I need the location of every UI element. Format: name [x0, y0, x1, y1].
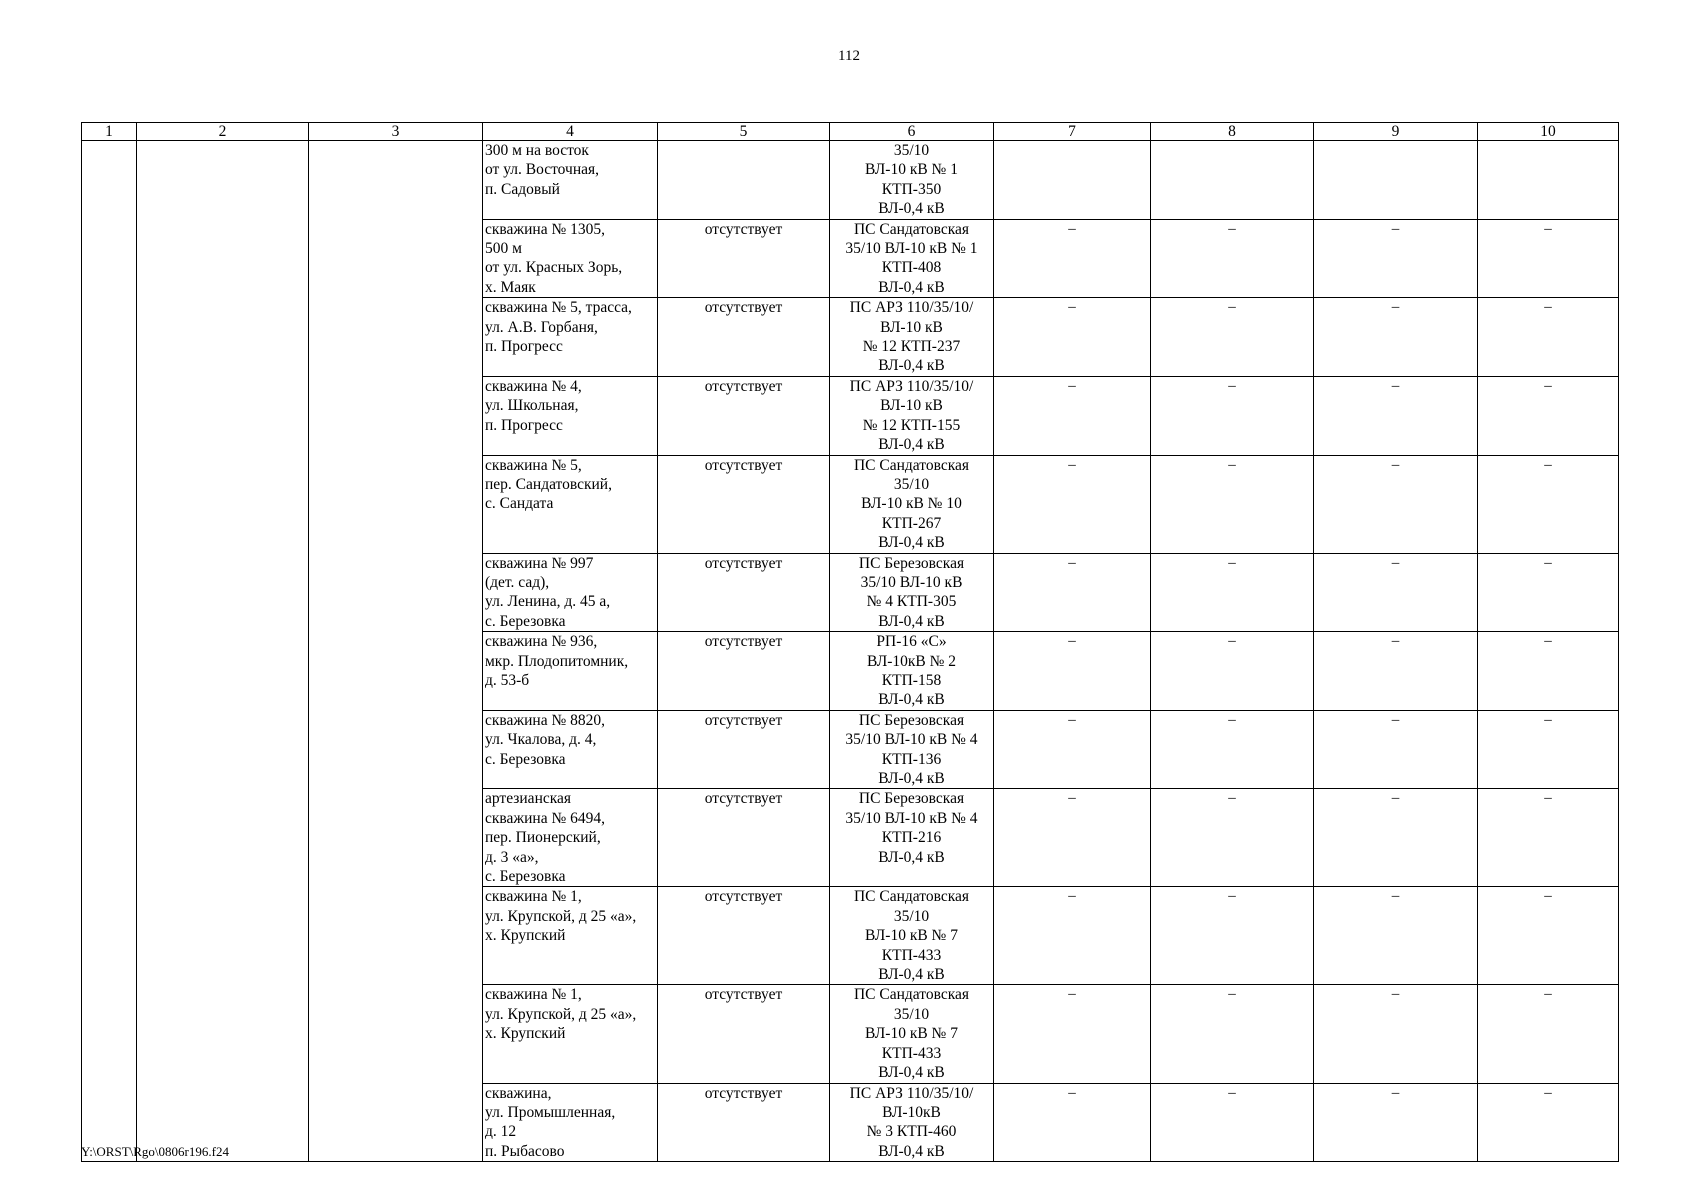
power-line: 35/10 ВЛ-10 кВ: [860, 573, 963, 591]
page-number: 112: [838, 48, 860, 64]
status-cell: отсутствует: [658, 632, 830, 711]
data-table: [81, 122, 1619, 1162]
address-line: ул. Чкалова, д. 4,: [485, 731, 597, 749]
address-line: скважина № 8820,: [485, 711, 605, 729]
dash-cell-col7: –: [994, 887, 1151, 985]
dash-cell-col10: –: [1478, 298, 1619, 377]
status-cell: отсутствует: [658, 985, 830, 1083]
power-line: КТП-136: [881, 750, 942, 768]
power-line: 35/10: [893, 475, 930, 493]
power-line: ВЛ-10кВ: [882, 1103, 941, 1121]
address-line: х. Крупский: [485, 927, 566, 945]
dash-cell-col9: –: [1314, 710, 1478, 789]
address-line: п. Прогресс: [485, 338, 563, 356]
address-line: скважина № 1305,: [485, 220, 605, 238]
footer-file-path: Y:\ORST\Rgo\0806r196.f24: [81, 1144, 229, 1159]
address-line: от ул. Красных Зорь,: [485, 259, 623, 277]
dash-cell-col10: –: [1478, 985, 1619, 1083]
dash-cell-col8: –: [1151, 376, 1314, 455]
address-line: скважина № 997: [485, 554, 594, 572]
address-cell: [483, 553, 658, 632]
address-line: х. Крупский: [485, 1025, 566, 1043]
address-line: (дет. сад),: [485, 573, 550, 591]
address-cell: [483, 789, 658, 887]
status-cell: [658, 141, 830, 220]
dash-cell-col8: –: [1151, 710, 1314, 789]
power-line: КТП-350: [881, 180, 942, 198]
power-line: ВЛ-10 кВ № 7: [865, 1025, 958, 1043]
address-line: с. Березовка: [485, 868, 566, 886]
dash-cell-col9: –: [1314, 376, 1478, 455]
dash-cell-col9: –: [1314, 985, 1478, 1083]
power-line: ВЛ-0,4 кВ: [878, 1142, 945, 1160]
address-line: п. Рыбасово: [485, 1142, 565, 1160]
dash-cell-col10: –: [1478, 789, 1619, 887]
power-line: ПС Сандатовская: [853, 456, 970, 474]
address-line: 300 м на восток: [485, 142, 589, 159]
dash-cell-col7: –: [994, 219, 1151, 298]
power-line: ПС Березовская: [858, 711, 965, 729]
power-line: ВЛ-0,4 кВ: [878, 1064, 945, 1082]
dash-cell-col10: –: [1478, 455, 1619, 553]
status-cell: отсутствует: [658, 376, 830, 455]
power-line: КТП-267: [881, 514, 942, 532]
address-cell: [483, 887, 658, 985]
address-line: пер. Сандатовский,: [485, 475, 612, 493]
address-line: пер. Пионерский,: [485, 829, 601, 847]
power-supply-cell: [830, 632, 994, 711]
address-line: п. Садовый: [485, 180, 560, 198]
dash-cell-col7: –: [994, 789, 1151, 887]
dash-cell-col8: [1151, 141, 1314, 220]
power-line: ПС Березовская: [858, 790, 965, 808]
power-line: ВЛ-10 кВ № 1: [865, 161, 958, 179]
status-cell: отсутствует: [658, 887, 830, 985]
address-line: 500 м: [485, 240, 522, 258]
power-line: № 3 КТП-460: [866, 1123, 957, 1141]
power-line: КТП-408: [881, 259, 942, 277]
dash-cell-col7: –: [994, 985, 1151, 1083]
address-line: ул. Промышленная,: [485, 1103, 616, 1121]
power-line: № 12 КТП-155: [862, 416, 961, 434]
address-line: скважина № 4,: [485, 377, 582, 395]
dash-cell-col9: –: [1314, 553, 1478, 632]
power-supply-cell: [830, 887, 994, 985]
power-line: ПС АРЗ 110/35/10/: [849, 377, 974, 395]
column-number: 8: [1151, 123, 1314, 141]
dash-cell-col7: –: [994, 710, 1151, 789]
dash-cell-col10: –: [1478, 710, 1619, 789]
address-cell: [483, 710, 658, 789]
column-number: 7: [994, 123, 1151, 141]
column-number-header-row: [82, 123, 1619, 141]
power-supply-cell: [830, 141, 994, 220]
address-line: д. 53-б: [485, 671, 530, 689]
merged-cell-col3: [309, 141, 483, 1162]
power-line: ВЛ-0,4 кВ: [878, 848, 945, 866]
status-cell: отсутствует: [658, 710, 830, 789]
dash-cell-col9: –: [1314, 219, 1478, 298]
dash-cell-col8: –: [1151, 455, 1314, 553]
power-supply-cell: [830, 219, 994, 298]
dash-cell-col8: –: [1151, 1083, 1314, 1162]
dash-cell-col9: –: [1314, 632, 1478, 711]
power-line: ВЛ-0,4 кВ: [878, 612, 945, 630]
address-line: от ул. Восточная,: [485, 161, 599, 179]
address-cell: [483, 632, 658, 711]
dash-cell-col8: –: [1151, 632, 1314, 711]
address-cell: [483, 455, 658, 553]
address-line: п. Прогресс: [485, 416, 563, 434]
power-line: ВЛ-0,4 кВ: [878, 200, 945, 218]
column-number: 9: [1314, 123, 1478, 141]
dash-cell-col7: –: [994, 632, 1151, 711]
dash-cell-col7: –: [994, 376, 1151, 455]
power-line: ВЛ-10 кВ: [880, 318, 943, 336]
address-line: д. 3 «а»,: [485, 848, 539, 866]
power-line: 35/10: [893, 142, 930, 159]
address-cell: [483, 985, 658, 1083]
address-cell: [483, 141, 658, 220]
dash-cell-col10: [1478, 141, 1619, 220]
power-line: КТП-433: [881, 946, 942, 964]
dash-cell-col9: [1314, 141, 1478, 220]
dash-cell-col10: –: [1478, 376, 1619, 455]
address-cell: [483, 219, 658, 298]
dash-cell-col7: –: [994, 553, 1151, 632]
address-line: скважина № 5, трасса,: [485, 299, 632, 317]
power-line: 35/10 ВЛ-10 кВ № 4: [845, 809, 978, 827]
power-line: РП-16 «С»: [876, 633, 947, 651]
address-line: ул. Ленина, д. 45 а,: [485, 593, 611, 611]
power-line: 35/10 ВЛ-10 кВ № 1: [845, 240, 978, 258]
table-row: [82, 141, 1619, 220]
power-line: КТП-158: [881, 671, 942, 689]
address-line: с. Березовка: [485, 612, 566, 630]
address-line: скважина № 6494,: [485, 809, 605, 827]
power-supply-cell: [830, 455, 994, 553]
power-line: КТП-216: [881, 829, 942, 847]
dash-cell-col9: –: [1314, 298, 1478, 377]
column-number: 4: [483, 123, 658, 141]
power-line: 35/10: [893, 907, 930, 925]
status-cell: отсутствует: [658, 1083, 830, 1162]
status-cell: отсутствует: [658, 455, 830, 553]
address-cell: [483, 1083, 658, 1162]
power-supply-cell: [830, 553, 994, 632]
power-line: 35/10: [893, 1005, 930, 1023]
column-number: 1: [82, 123, 137, 141]
dash-cell-col9: –: [1314, 887, 1478, 985]
address-line: с. Сандата: [485, 495, 554, 513]
dash-cell-col10: –: [1478, 219, 1619, 298]
power-line: № 12 КТП-237: [862, 338, 961, 356]
dash-cell-col8: –: [1151, 789, 1314, 887]
power-supply-cell: [830, 789, 994, 887]
address-line: артезианская: [485, 790, 572, 808]
dash-cell-col9: –: [1314, 455, 1478, 553]
address-line: скважина № 1,: [485, 888, 582, 906]
dash-cell-col9: –: [1314, 789, 1478, 887]
power-line: ПС Сандатовская: [853, 220, 970, 238]
power-line: № 4 КТП-305: [866, 593, 957, 611]
column-number: 5: [658, 123, 830, 141]
table-body: [82, 141, 1619, 1162]
power-line: ВЛ-0,4 кВ: [878, 770, 945, 787]
address-cell: [483, 376, 658, 455]
address-line: скважина № 1,: [485, 986, 582, 1004]
power-supply-cell: [830, 376, 994, 455]
status-cell: отсутствует: [658, 553, 830, 632]
address-line: х. Маяк: [485, 278, 536, 296]
dash-cell-col10: –: [1478, 632, 1619, 711]
power-line: ВЛ-0,4 кВ: [878, 691, 945, 709]
dash-cell-col7: –: [994, 455, 1151, 553]
column-number: 2: [137, 123, 309, 141]
power-supply-cell: [830, 710, 994, 789]
dash-cell-col10: –: [1478, 887, 1619, 985]
address-line: ул. Крупской, д 25 «а»,: [485, 907, 637, 925]
power-line: ПС АРЗ 110/35/10/: [849, 1084, 974, 1102]
dash-cell-col8: –: [1151, 219, 1314, 298]
address-line: с. Березовка: [485, 750, 566, 768]
power-line: ВЛ-0,4 кВ: [878, 278, 945, 296]
power-line: ВЛ-10кВ № 2: [866, 652, 957, 670]
address-line: ул. Крупской, д 25 «а»,: [485, 1005, 637, 1023]
power-line: ПС АРЗ 110/35/10/: [849, 299, 974, 317]
status-cell: отсутствует: [658, 298, 830, 377]
power-line: ВЛ-10 кВ № 10: [861, 495, 962, 513]
column-number: 10: [1478, 123, 1619, 141]
dash-cell-col8: –: [1151, 553, 1314, 632]
power-line: ПС Березовская: [858, 554, 965, 572]
power-line: ВЛ-0,4 кВ: [878, 436, 945, 454]
power-line: КТП-433: [881, 1044, 942, 1062]
dash-cell-col7: –: [994, 1083, 1151, 1162]
power-line: ПС Сандатовская: [853, 986, 970, 1004]
power-line: ПС Сандатовская: [853, 888, 970, 906]
address-line: скважина № 5,: [485, 456, 582, 474]
power-line: ВЛ-0,4 кВ: [878, 966, 945, 984]
address-line: мкр. Плодопитомник,: [485, 652, 629, 670]
dash-cell-col7: [994, 141, 1151, 220]
column-number: 3: [309, 123, 483, 141]
power-supply-cell: [830, 985, 994, 1083]
power-line: ВЛ-0,4 кВ: [878, 357, 945, 375]
dash-cell-col8: –: [1151, 985, 1314, 1083]
address-line: скважина № 936,: [485, 633, 598, 651]
address-line: ул. Школьная,: [485, 397, 579, 415]
merged-cell-col2: [137, 141, 309, 1162]
power-line: ВЛ-10 кВ № 7: [865, 927, 958, 945]
status-cell: отсутствует: [658, 219, 830, 298]
power-line: ВЛ-10 кВ: [880, 397, 943, 415]
power-supply-cell: [830, 298, 994, 377]
status-cell: отсутствует: [658, 789, 830, 887]
address-cell: [483, 298, 658, 377]
power-line: ВЛ-0,4 кВ: [878, 534, 945, 552]
power-supply-cell: [830, 1083, 994, 1162]
dash-cell-col8: –: [1151, 887, 1314, 985]
dash-cell-col8: –: [1151, 298, 1314, 377]
column-number: 6: [830, 123, 994, 141]
dash-cell-col10: –: [1478, 1083, 1619, 1162]
dash-cell-col7: –: [994, 298, 1151, 377]
dash-cell-col9: –: [1314, 1083, 1478, 1162]
dash-cell-col10: –: [1478, 553, 1619, 632]
address-line: скважина,: [485, 1084, 552, 1102]
power-line: 35/10 ВЛ-10 кВ № 4: [845, 731, 978, 749]
address-line: ул. А.В. Горбаня,: [485, 318, 598, 336]
address-line: д. 12: [485, 1123, 517, 1141]
merged-cell-col1: [82, 141, 137, 1162]
